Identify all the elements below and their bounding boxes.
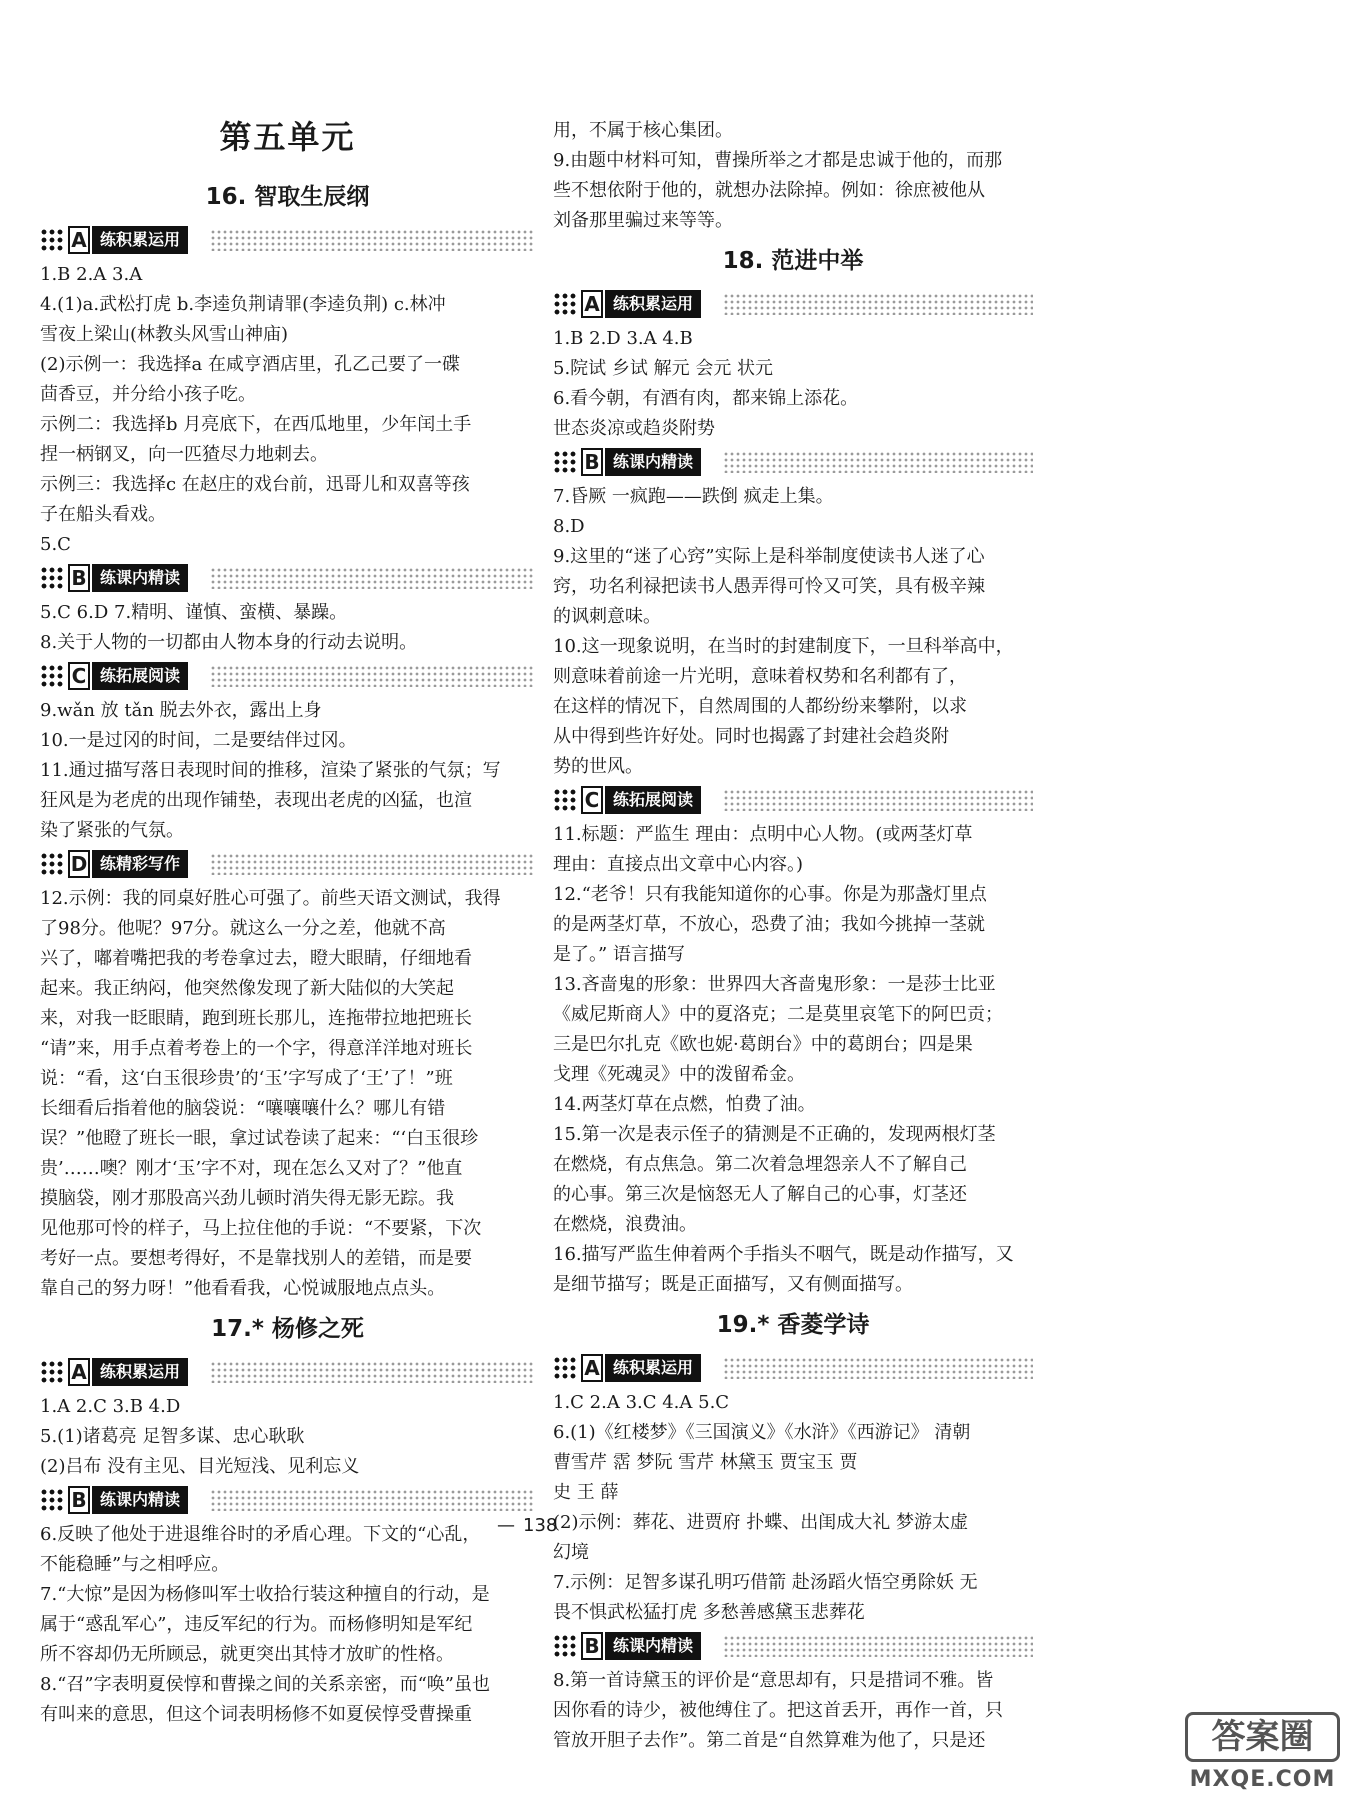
section-letter: A — [581, 1354, 603, 1382]
answer-line: 则意味着前途一片光明，意味着权势和名利都有了， — [553, 666, 967, 687]
dotted-rule — [210, 1489, 535, 1511]
answer-line: 雪夜上梁山(林教头风雪山神庙) — [40, 324, 289, 345]
section-label: 练积累运用 — [92, 226, 188, 254]
answer-line: 的是两茎灯草，不放心，恐费了油；我如今挑掉一茎就 — [553, 914, 985, 935]
dotted-rule — [210, 665, 535, 687]
answer-line: 长细看后指着他的脑袋说：“嚷嚷嚷什么？哪儿有错 — [40, 1098, 446, 1119]
dotted-rule — [723, 1635, 1033, 1657]
watermark-bottom: MXQE.COM — [1189, 1767, 1336, 1792]
answer-line: 4.(1)a.武松打虎 b.李逵负荆请罪(李逵负荆) c.林冲 — [40, 294, 446, 315]
section-label: 练精彩写作 — [92, 850, 188, 878]
answer-line: 兴了，嘟着嘴把我的考卷拿过去，瞪大眼睛，仔细地看 — [40, 948, 472, 969]
section-label: 练积累运用 — [605, 290, 701, 318]
section-letter: D — [68, 850, 90, 878]
answer-line: 因你看的诗少，被他缚住了。把这首丢开，再作一首，只 — [553, 1700, 1003, 1721]
section-letter: B — [68, 1486, 90, 1514]
dot-grid-icon — [40, 228, 64, 252]
section-label: 练课内精读 — [92, 1486, 188, 1514]
unit-title: 第五单元 — [219, 118, 356, 156]
answer-line: 理由：直接点出文章中心内容。) — [553, 854, 804, 875]
answer-line: 8.“召”字表明夏侯惇和曹操之间的关系亲密，而“唤”虽也 — [40, 1674, 490, 1695]
answer-line: 示例二：我选择b 月亮底下，在西瓜地里，少年闰土手 — [40, 414, 472, 435]
answer-line: 5.院试 乡试 解元 会元 状元 — [553, 358, 774, 379]
answer-line: 7.示例：足智多谋孔明巧借箭 赴汤蹈火悟空勇除妖 无 — [553, 1572, 978, 1593]
answer-line: 属于“惑乱军心”，违反军纪的行为。而杨修明知是军纪 — [40, 1614, 473, 1635]
answer-line: 1.A 2.C 3.B 4.D — [40, 1396, 181, 1417]
answer-line: 12.示例：我的同桌好胜心可强了。前些天语文测试，我得 — [40, 888, 501, 909]
answer-line: 10.一是过冈的时间，二是要结伴过冈。 — [40, 730, 357, 751]
section-header — [40, 662, 535, 690]
answer-line: 用，不属于核心集团。 — [553, 120, 733, 141]
answer-line: 三是巴尔扎克《欧也妮·葛朗台》中的葛朗台；四是果 — [553, 1034, 973, 1055]
section-header — [40, 850, 535, 878]
page-number-text: 138 — [523, 1515, 558, 1536]
answer-line: 茴香豆，并分给小孩子吃。 — [40, 384, 256, 405]
section-label: 练积累运用 — [605, 1354, 701, 1382]
dot-grid-icon — [553, 1634, 577, 1658]
answer-line: 9.wǎn 放 tǎn 脱去外衣，露出上身 — [40, 700, 322, 721]
answer-line: 16.描写严监生伸着两个手指头不咽气，既是动作描写，又 — [553, 1244, 1014, 1265]
dotted-rule — [723, 789, 1033, 811]
section-letter: A — [68, 226, 90, 254]
answer-line: 8.关于人物的一切都由人物本身的行动去说明。 — [40, 632, 418, 653]
answer-line: 5.C 6.D 7.精明、谨慎、蛮横、暴躁。 — [40, 602, 348, 623]
answer-line: 在燃烧，浪费油。 — [553, 1214, 697, 1235]
answer-line: 是了。” 语言描写 — [553, 944, 685, 965]
answer-line: 所不容却仍无所顾忌，就更突出其恃才放旷的性格。 — [40, 1644, 454, 1665]
section-letter: B — [581, 1632, 603, 1660]
answer-line: 些不想依附于他的，就想办法除掉。例如：徐庶被他从 — [553, 180, 985, 201]
answer-line: 刘备那里骗过来等等。 — [553, 210, 733, 231]
answer-line: 8.D — [553, 516, 585, 537]
section-letter: B — [581, 448, 603, 476]
answer-line: 6.反映了他处于进退维谷时的矛盾心理。下文的“心乱， — [40, 1524, 481, 1545]
lesson-title: 17.* 杨修之死 — [211, 1316, 364, 1342]
watermark-top: 答案圈 — [1185, 1712, 1340, 1762]
section-label: 练积累运用 — [92, 1358, 188, 1386]
section-letter: B — [68, 564, 90, 592]
answer-line: 7.昏厥 一疯跑——跌倒 疯走上集。 — [553, 486, 834, 507]
answer-line: 子在船头看戏。 — [40, 504, 166, 525]
dot-grid-icon — [40, 664, 64, 688]
answer-line: 误？”他瞪了班长一眼，拿过试卷读了起来：“‘白玉很珍 — [40, 1128, 479, 1149]
answer-line: (2)示例一：我选择a 在咸亨酒店里，孔乙己要了一碟 — [40, 354, 460, 375]
section-label: 练拓展阅读 — [605, 786, 701, 814]
answer-line: 见他那可怜的样子，马上拉住他的手说：“不要紧，下次 — [40, 1218, 482, 1239]
answer-line: 说：“看，这‘白玉很珍贵’的‘玉’字写成了‘王’了！”班 — [40, 1068, 453, 1089]
answer-line: 5.C — [40, 534, 71, 555]
section-letter: C — [581, 786, 603, 814]
watermark-logo — [1185, 1712, 1340, 1797]
answer-line: 世态炎凉或趋炎附势 — [553, 418, 715, 439]
section-label: 练拓展阅读 — [92, 662, 188, 690]
answer-line: 不能稳睡”与之相呼应。 — [40, 1554, 230, 1575]
answer-line: 捏一柄钢叉，向一匹猹尽力地刺去。 — [40, 444, 328, 465]
answer-line: 的讽刺意味。 — [553, 606, 661, 627]
dot-grid-icon — [40, 852, 64, 876]
section-label: 练课内精读 — [605, 1632, 701, 1660]
dotted-rule — [210, 853, 535, 875]
dot-grid-icon — [553, 1356, 577, 1380]
answer-line: 9.由题中材料可知，曹操所举之才都是忠诚于他的，而那 — [553, 150, 1003, 171]
answer-line: 势的世风。 — [553, 756, 643, 777]
dot-grid-icon — [553, 292, 577, 316]
answer-line: 窍，功名利禄把读书人愚弄得可怜又可笑，具有极辛辣 — [553, 576, 985, 597]
section-label: 练课内精读 — [92, 564, 188, 592]
answer-line: 12.“老爷！只有我能知道你的心事。你是为那盏灯里点 — [553, 884, 987, 905]
dot-grid-icon — [40, 566, 64, 590]
answer-line: 13.吝啬鬼的形象：世界四大吝啬鬼形象：一是莎士比亚 — [553, 974, 996, 995]
dotted-rule — [210, 567, 535, 589]
answer-line: 是细节描写；既是正面描写，又有侧面描写。 — [553, 1274, 913, 1295]
section-header — [553, 1354, 1033, 1382]
answer-line: 贵’……噢？刚才‘玉’字不对，现在怎么又对了？”他直 — [40, 1158, 463, 1179]
answer-line: (2)吕布 没有主见、目光短浅、见利忘义 — [40, 1456, 360, 1477]
lesson-title: 19.* 香菱学诗 — [716, 1312, 870, 1338]
answer-line: 起来。我正纳闷，他突然像发现了新大陆似的大笑起 — [40, 978, 454, 999]
dot-grid-icon — [40, 1488, 64, 1512]
answer-line: 曹雪芹 霑 梦阮 雪芹 林黛玉 贾宝玉 贾 — [553, 1452, 858, 1473]
dotted-rule — [210, 229, 535, 251]
section-header — [40, 226, 535, 254]
page-number: — 138 — [497, 1515, 558, 1536]
answer-line: 示例三：我选择c 在赵庄的戏台前，迅哥儿和双喜等孩 — [40, 474, 470, 495]
dot-grid-icon — [40, 1360, 64, 1384]
answer-line: 管放开胆子去作”。第二首是“自然算难为他了，只是还 — [553, 1730, 986, 1751]
answer-line: 史 王 薛 — [553, 1482, 619, 1503]
answer-line: 来，对我一眨眼睛，跑到班长那儿，连拖带拉地把班长 — [40, 1008, 472, 1029]
lesson-title: 16. 智取生辰纲 — [205, 184, 370, 210]
section-header — [553, 290, 1033, 318]
answer-line: “请”来，用手点着考卷上的一个字，得意洋洋地对班长 — [40, 1038, 473, 1059]
answer-line: 的心事。第三次是恼怒无人了解自己的心事，灯茎还 — [553, 1184, 967, 1205]
answer-line: 10.这一现象说明，在当时的封建制度下，一旦科举高中， — [553, 636, 1014, 657]
section-letter: C — [68, 662, 90, 690]
answer-line: 11.通过描写落日表现时间的推移，渲染了紧张的气氛；写 — [40, 760, 501, 781]
answer-line: 1.C 2.A 3.C 4.A 5.C — [553, 1392, 730, 1413]
section-header — [40, 1486, 535, 1514]
dotted-rule — [210, 1361, 535, 1383]
answer-line: 9.这里的“迷了心窍”实际上是科举制度使读书人迷了心 — [553, 546, 985, 567]
section-header — [40, 564, 535, 592]
answer-line: 7.“大惊”是因为杨修叫军士收拾行装这种擅自的行动，是 — [40, 1584, 490, 1605]
answer-line: 14.两茎灯草在点燃，怕费了油。 — [553, 1094, 816, 1115]
dotted-rule — [723, 293, 1033, 315]
dotted-rule — [723, 1357, 1033, 1379]
dot-grid-icon — [553, 450, 577, 474]
answer-line: 有叫来的意思，但这个词表明杨修不如夏侯惇受曹操重 — [40, 1704, 472, 1725]
answer-line: 考好一点。要想考得好，不是靠找别人的差错，而是要 — [40, 1248, 472, 1269]
answer-line: (2)示例：葬花、进贾府 扑蝶、出闺成大礼 梦游太虚 — [553, 1512, 968, 1533]
answer-line: 幻境 — [553, 1542, 589, 1563]
answer-line: 15.第一次是表示侄子的猜测是不正确的，发现两根灯茎 — [553, 1124, 996, 1145]
answer-line: 畏不惧武松猛打虎 多愁善感黛玉悲葬花 — [553, 1602, 865, 1623]
answer-line: 在这样的情况下，自然周围的人都纷纷来攀附，以求 — [553, 696, 967, 717]
answer-line: 从中得到些许好处。同时也揭露了封建社会趋炎附 — [553, 726, 949, 747]
dotted-rule — [723, 451, 1033, 473]
section-header — [40, 1358, 535, 1386]
section-letter: A — [581, 290, 603, 318]
answer-line: 8.第一首诗黛玉的评价是“意思却有，只是措词不雅。皆 — [553, 1670, 994, 1691]
lesson-title: 18. 范进中举 — [722, 248, 864, 274]
answer-line: 狂风是为老虎的出现作铺垫，表现出老虎的凶猛，也渲 — [40, 790, 472, 811]
answer-line: 《威尼斯商人》中的夏洛克；二是莫里哀笔下的阿巴贡； — [553, 1004, 1003, 1025]
answer-line: 1.B 2.D 3.A 4.B — [553, 328, 693, 349]
answer-line: 了98分。他呢？97分。就这么一分之差，他就不高 — [40, 918, 446, 939]
answer-line: 11.标题：严监生 理由：点明中心人物。(或两茎灯草 — [553, 824, 973, 845]
dot-grid-icon — [553, 788, 577, 812]
section-header — [553, 1632, 1033, 1660]
answer-line: 靠自己的努力呀！”他看看我，心悦诚服地点点头。 — [40, 1278, 446, 1299]
section-header — [553, 786, 1033, 814]
answer-line: 6.(1)《红楼梦》《三国演义》《水浒》《西游记》 清朝 — [553, 1422, 971, 1443]
answer-line: 染了紧张的气氛。 — [40, 820, 184, 841]
answer-line: 6.看今朝，有酒有肉，都来锦上添花。 — [553, 388, 859, 409]
section-label: 练课内精读 — [605, 448, 701, 476]
answer-line: 1.B 2.A 3.A — [40, 264, 143, 285]
answer-line: 在燃烧，有点焦急。第二次着急埋怨亲人不了解自己 — [553, 1154, 967, 1175]
section-letter: A — [68, 1358, 90, 1386]
answer-line: 戈理《死魂灵》中的泼留希金。 — [553, 1064, 805, 1085]
answer-line: 摸脑袋，刚才那股高兴劲儿顿时消失得无影无踪。我 — [40, 1188, 454, 1209]
answer-line: 5.(1)诸葛亮 足智多谋、忠心耿耿 — [40, 1426, 305, 1447]
section-header — [553, 448, 1033, 476]
